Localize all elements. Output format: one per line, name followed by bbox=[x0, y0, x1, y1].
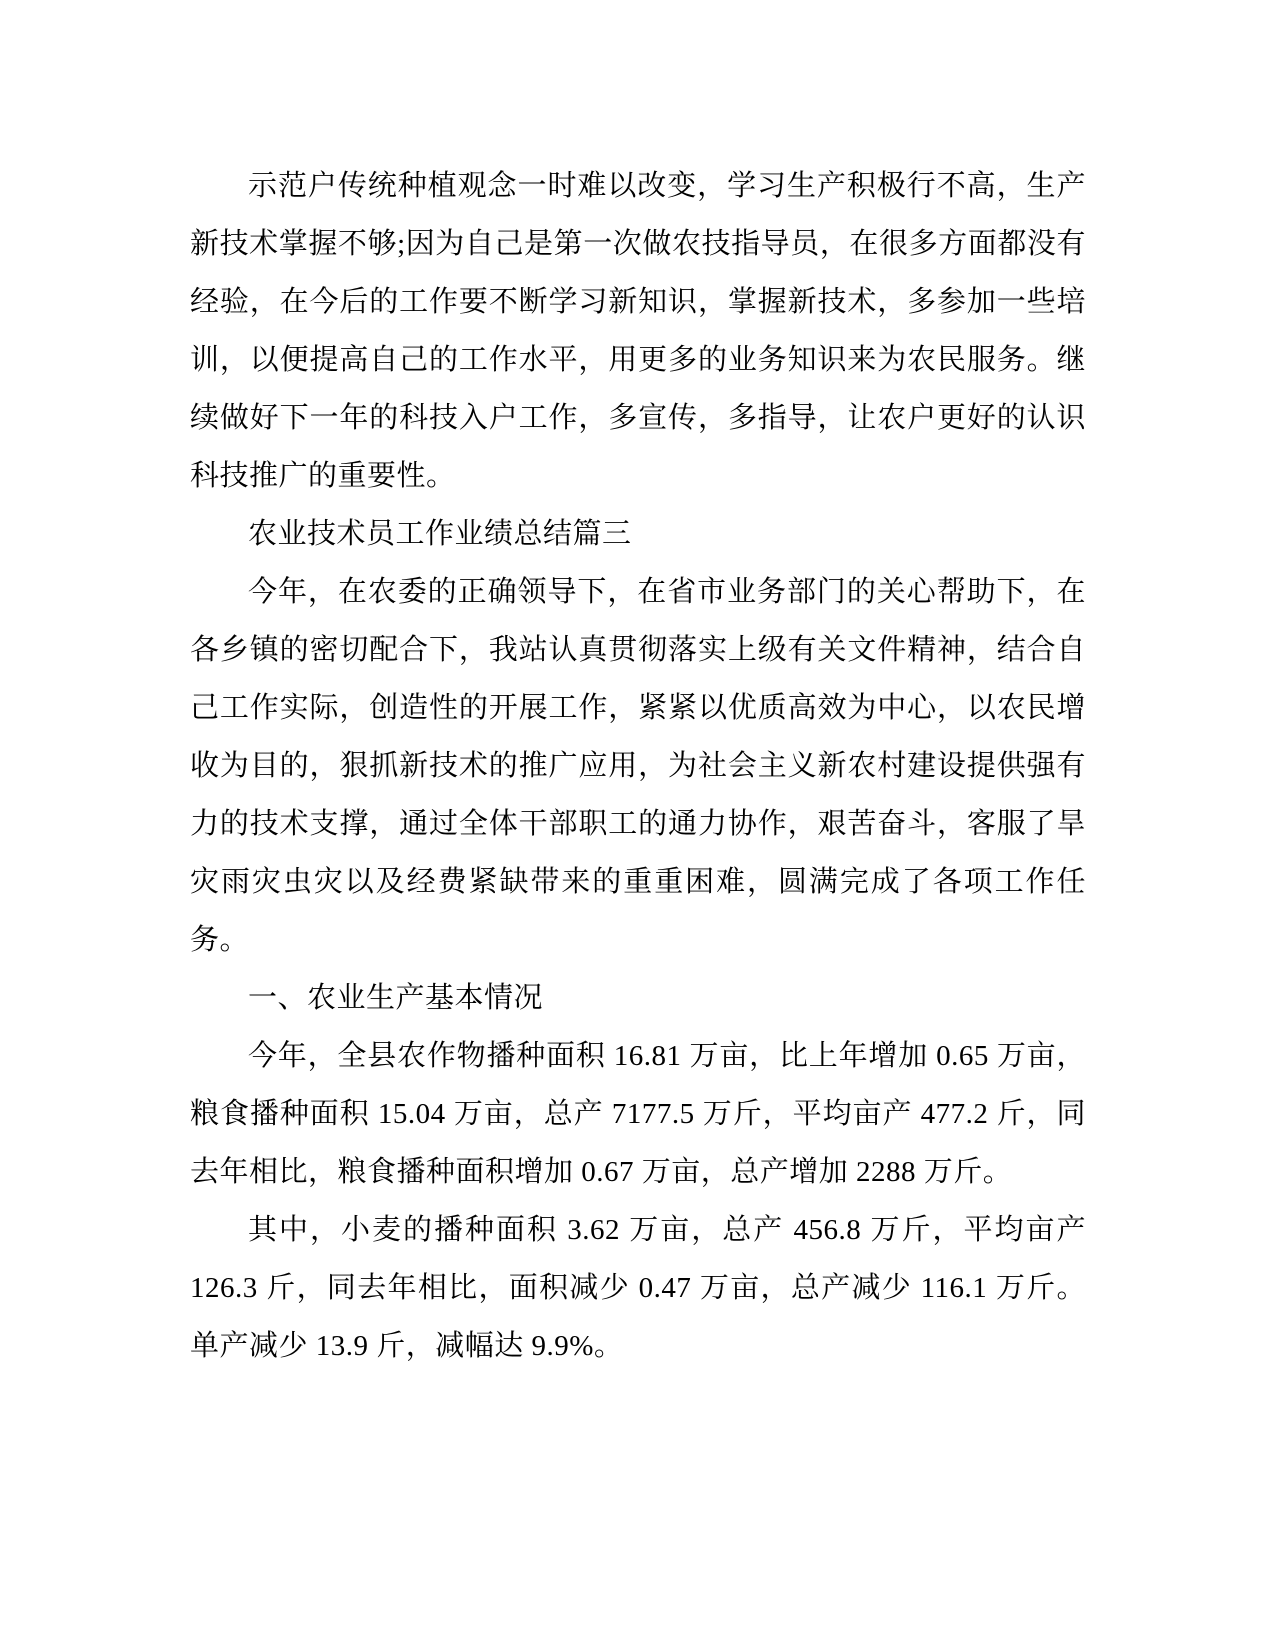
paragraph-sown-area-statistics: 今年，全县农作物播种面积 16.81 万亩，比上年增加 0.65 万亩，粮食播种面积 15.04 万亩，总产 7177.5 万斤，平均亩产 477.2 斤，同去年相比，粮食播种面积增加 0.67 万亩，总产增加 2288 万斤。 bbox=[190, 1040, 1086, 1188]
document-text-block bbox=[190, 157, 1086, 1375]
paragraph-year-overview: 今年，在农委的正确领导下，在省市业务部门的关心帮助下，在各乡镇的密切配合下，我站认真贯彻落实上级有关文件精神，结合自己工作实际，创造性的开展工作，紧紧以优质高效为中心，以农民增收为目的，狠抓新技术的推广应用，为社会主义新农村建设提供强有力的技术支撑，通过全体干部职工的通力协作，艰苦奋斗，客服了旱灾雨灾虫灾以及经费紧缺带来的重重困难，圆满完成了各项工作任务。 bbox=[190, 576, 1086, 956]
paragraph-wheat-statistics: 其中，小麦的播种面积 3.62 万亩，总产 456.8 万斤，平均亩产 126.3 斤，同去年相比，面积减少 0.47 万亩，总产减少 116.1 万斤。单产减少 13.9 斤，减幅达 9.9%。 bbox=[190, 1214, 1086, 1362]
paragraph-experience-summary: 示范户传统种植观念一时难以改变，学习生产积极行不高，生产新技术掌握不够;因为自己是第一次做农技指导员，在很多方面都没有经验，在今后的工作要不断学习新知识，掌握新技术，多参加一些培训，以便提高自己的工作水平，用更多的业务知识来为农民服务。继续做好下一年的科技入户工作，多宣传，多指导，让农户更好的认识科技推广的重要性。 bbox=[190, 170, 1086, 492]
section-heading-agricultural-production: 一、农业生产基本情况 bbox=[248, 982, 544, 1014]
section-title-part-three: 农业技术员工作业绩总结篇三 bbox=[248, 518, 632, 550]
